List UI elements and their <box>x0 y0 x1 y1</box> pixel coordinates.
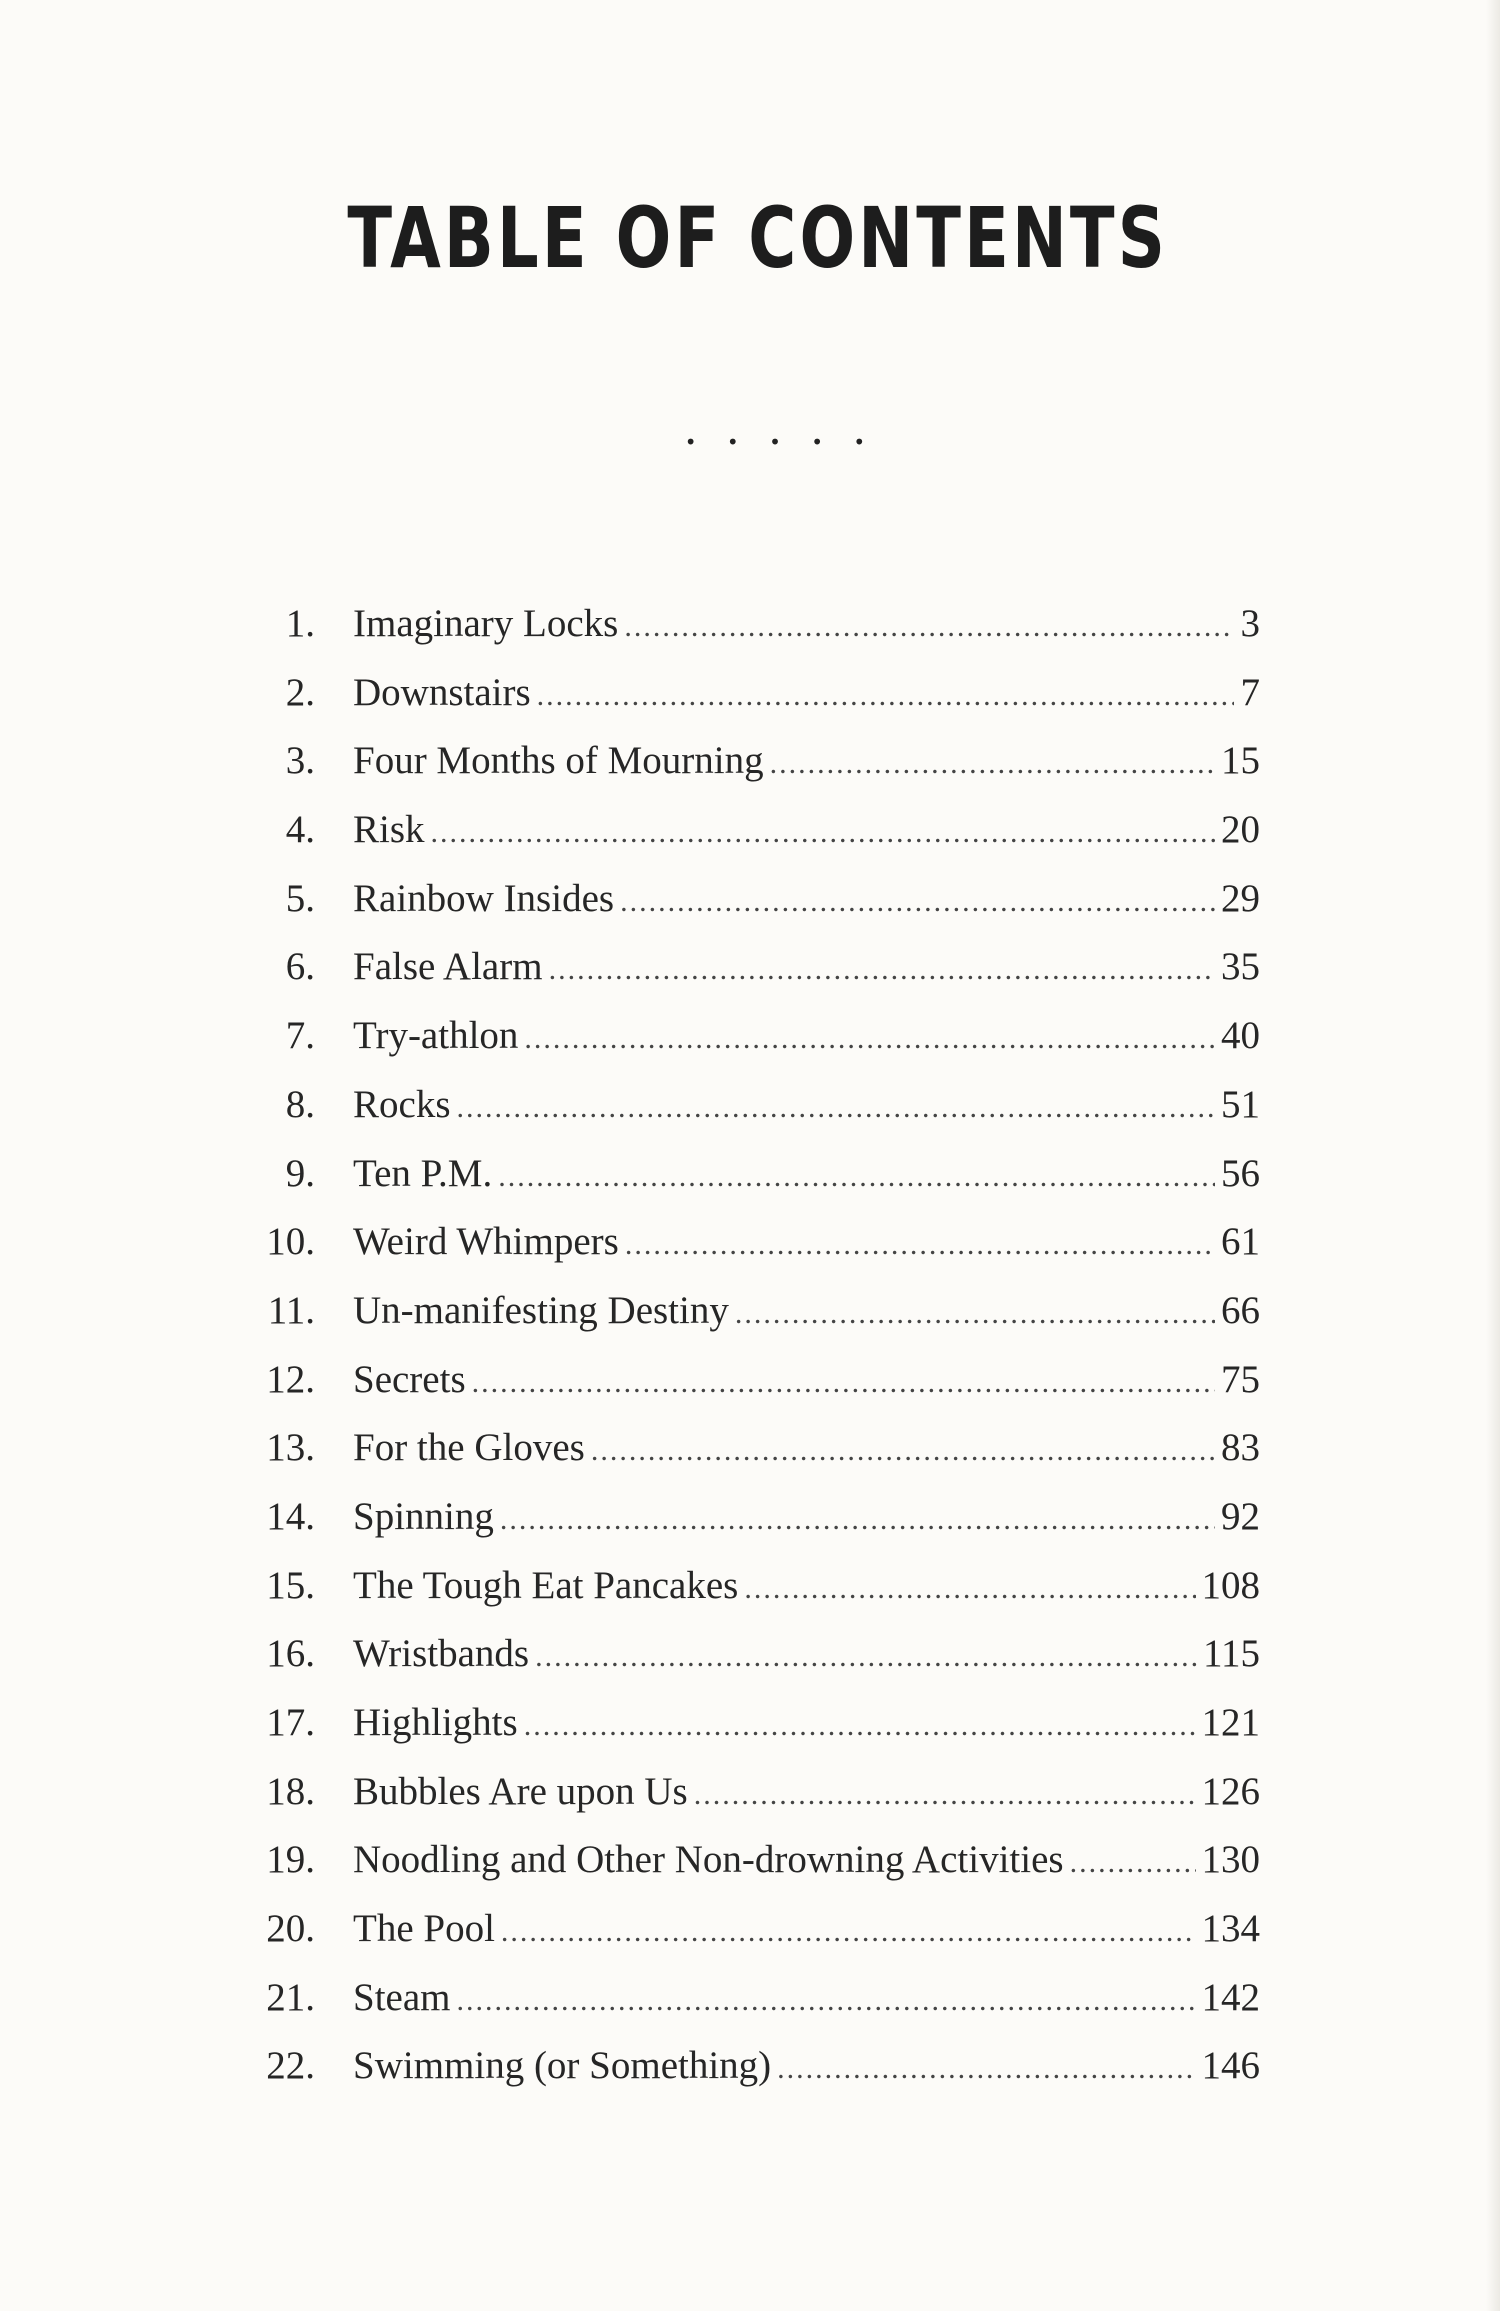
page-number: 83 <box>1221 1426 1260 1470</box>
page-number: 56 <box>1221 1151 1260 1195</box>
chapter-number: 13. <box>266 1426 315 1470</box>
chapter-number: 7. <box>285 1014 315 1058</box>
chapter-title: Steam <box>353 1975 451 2019</box>
dot-leader <box>625 1230 1215 1260</box>
chapter-number: 1. <box>285 602 315 645</box>
page-number: 20 <box>1221 808 1260 852</box>
toc-entry <box>210 1826 1260 1895</box>
chapter-title: The Pool <box>353 1907 495 1951</box>
page-number: 40 <box>1221 1014 1260 1058</box>
chapter-number: 3. <box>285 739 315 783</box>
chapter-title: Try-athlon <box>353 1014 519 1058</box>
page-number: 121 <box>1201 1701 1260 1744</box>
chapter-title: Imaginary Locks <box>353 602 619 645</box>
page-number: 108 <box>1201 1563 1260 1607</box>
dot-leader <box>735 1299 1215 1329</box>
toc-entry <box>210 590 1260 659</box>
chapter-title: Highlights <box>353 1701 518 1744</box>
toc-entry <box>210 1346 1260 1415</box>
dot-leader <box>535 1642 1197 1672</box>
page-number: 35 <box>1221 945 1260 989</box>
page-edge-shadow <box>1486 0 1500 2311</box>
page-number: 142 <box>1201 1975 1260 2019</box>
chapter-number: 19. <box>266 1838 315 1882</box>
page-number: 15 <box>1221 739 1260 783</box>
chapter-title: Wristbands <box>353 1632 530 1676</box>
chapter-title: Swimming (or Something) <box>353 2044 772 2088</box>
dot-leader <box>1070 1848 1196 1878</box>
toc-entry <box>210 1552 1260 1621</box>
dot-leader <box>524 1711 1196 1741</box>
dot-leader <box>500 1505 1215 1535</box>
dot-leader <box>591 1436 1215 1466</box>
table-of-contents <box>210 590 1260 2101</box>
chapter-number: 11. <box>267 1288 315 1332</box>
dot-leader <box>770 749 1215 779</box>
chapter-number: 2. <box>285 670 315 714</box>
chapter-number: 15. <box>266 1563 315 1607</box>
chapter-number: 4. <box>285 808 315 852</box>
toc-entry <box>210 796 1260 865</box>
toc-entry <box>210 1964 1260 2033</box>
page-number: 7 <box>1240 670 1260 714</box>
chapter-title: Ten P.M. <box>353 1151 493 1195</box>
toc-entry <box>210 1895 1260 1964</box>
dot-leader <box>431 818 1215 848</box>
toc-entry <box>210 1071 1260 1140</box>
chapter-number: 5. <box>285 876 315 920</box>
chapter-title: Spinning <box>353 1494 494 1538</box>
dot-leader <box>501 1917 1196 1947</box>
chapter-number: 21. <box>266 1975 315 2019</box>
chapter-number: 16. <box>266 1632 315 1676</box>
chapter-number: 12. <box>266 1357 315 1401</box>
page-number: 146 <box>1201 2044 1260 2088</box>
chapter-number: 6. <box>285 945 315 989</box>
page-number: 3 <box>1240 602 1260 645</box>
chapter-number: 20. <box>266 1907 315 1951</box>
chapter-title: Noodling and Other Non-drowning Activities <box>353 1838 1064 1882</box>
page-number: 61 <box>1221 1220 1260 1264</box>
page-number: 75 <box>1221 1357 1260 1401</box>
toc-entry <box>210 1758 1260 1827</box>
dot-leader <box>524 1024 1215 1054</box>
toc-entry <box>210 933 1260 1002</box>
chapter-title: Four Months of Mourning <box>353 739 764 783</box>
toc-entry <box>210 1277 1260 1346</box>
chapter-title: Downstairs <box>353 670 531 714</box>
chapter-title: Rocks <box>353 1082 451 1126</box>
dot-leader <box>744 1574 1195 1604</box>
toc-entry <box>210 1002 1260 1071</box>
page-number: 134 <box>1201 1907 1260 1951</box>
toc-entry <box>210 1208 1260 1277</box>
chapter-title: Weird Whimpers <box>353 1220 619 1264</box>
dot-leader <box>472 1368 1215 1398</box>
dot-leader <box>777 2054 1195 2084</box>
chapter-title: Risk <box>353 808 425 852</box>
dot-leader <box>694 1780 1196 1810</box>
page-number: 130 <box>1201 1838 1260 1882</box>
dot-leader <box>457 1093 1216 1123</box>
toc-entry <box>210 1483 1260 1552</box>
page-number: 29 <box>1221 876 1260 920</box>
dot-leader <box>456 1986 1195 2016</box>
chapter-title: For the Gloves <box>353 1426 585 1470</box>
dot-leader <box>620 887 1215 917</box>
page-number: 66 <box>1221 1288 1260 1332</box>
ornament-divider: • • • • • <box>684 430 878 454</box>
toc-entry <box>210 2032 1260 2101</box>
chapter-number: 9. <box>285 1151 315 1195</box>
toc-entry <box>210 1414 1260 1483</box>
chapter-title: The Tough Eat Pancakes <box>353 1563 739 1607</box>
chapter-title: Bubbles Are upon Us <box>353 1769 688 1813</box>
toc-entry <box>210 1620 1260 1689</box>
chapter-number: 18. <box>266 1769 315 1813</box>
toc-entry <box>210 727 1260 796</box>
page-number: 51 <box>1221 1082 1260 1126</box>
toc-entry <box>210 659 1260 728</box>
toc-entry <box>210 1140 1260 1209</box>
dot-leader <box>549 955 1215 985</box>
dot-leader <box>537 681 1234 711</box>
page-number: 115 <box>1202 1632 1260 1676</box>
toc-entry <box>210 1689 1260 1758</box>
dot-leader <box>624 612 1234 642</box>
chapter-number: 22. <box>266 2044 315 2088</box>
page-title: TABLE OF CONTENTS <box>347 189 1169 287</box>
page-number: 92 <box>1221 1494 1260 1538</box>
chapter-title: Secrets <box>353 1357 466 1401</box>
dot-leader <box>498 1162 1215 1192</box>
chapter-title: Un-manifesting Destiny <box>353 1288 729 1332</box>
page-number: 126 <box>1201 1769 1260 1813</box>
chapter-number: 14. <box>266 1494 315 1538</box>
toc-entry <box>210 865 1260 934</box>
chapter-title: False Alarm <box>353 945 543 989</box>
chapter-number: 10. <box>266 1220 315 1264</box>
chapter-number: 8. <box>285 1082 315 1126</box>
chapter-number: 17. <box>266 1701 315 1744</box>
chapter-title: Rainbow Insides <box>353 876 615 920</box>
